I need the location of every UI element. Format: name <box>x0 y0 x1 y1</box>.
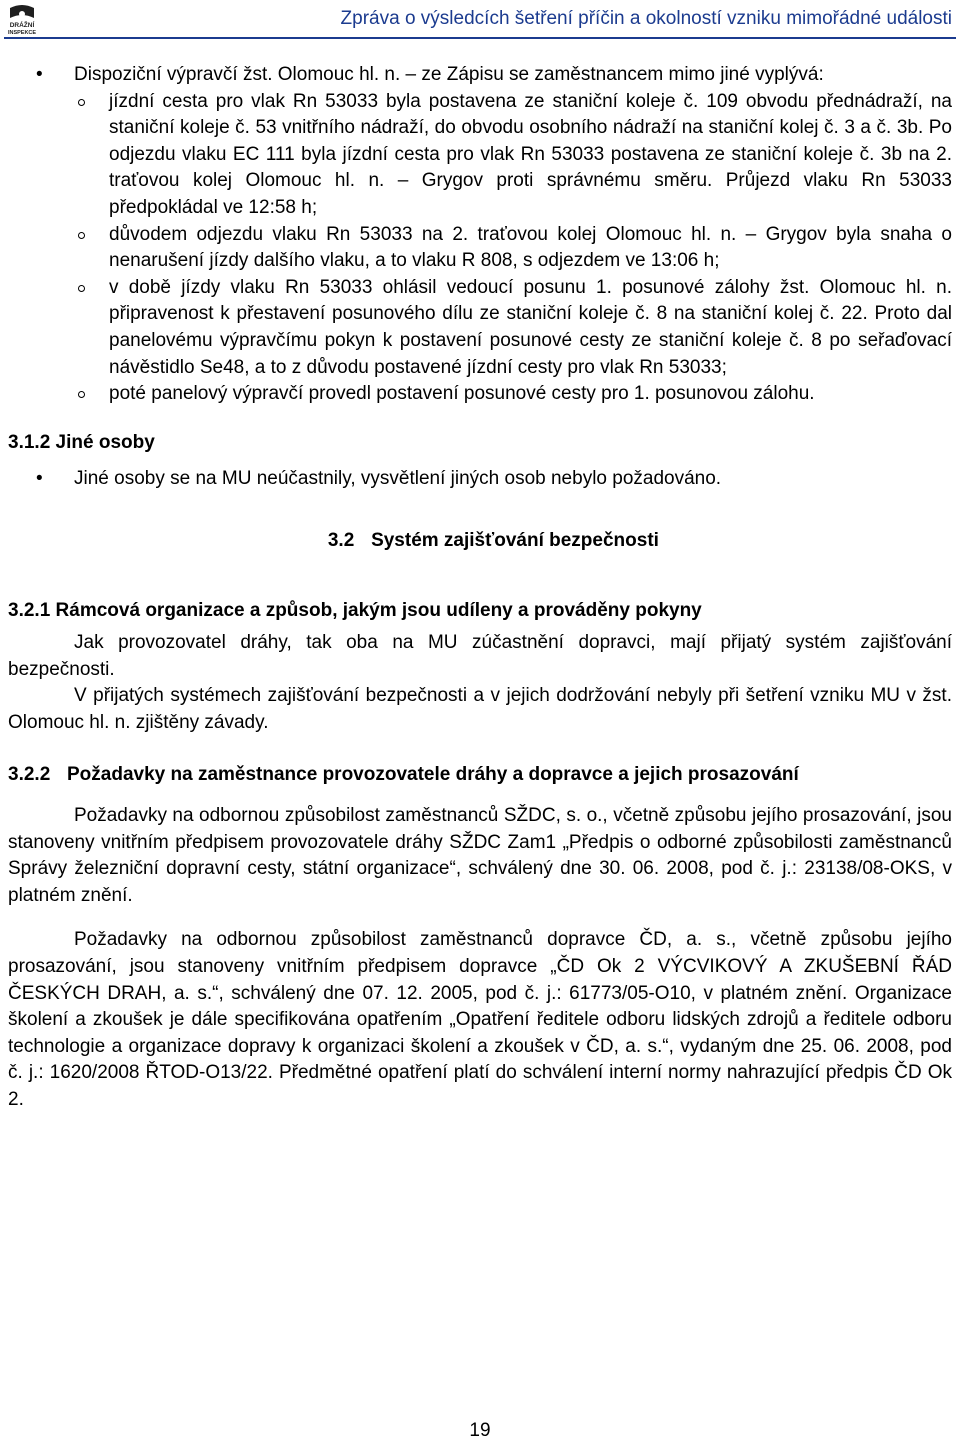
heading-number: 3.2 <box>327 529 355 551</box>
logo-text-1: DRÁŽNÍ <box>9 22 35 29</box>
heading-title: Systém zajišťování bezpečnosti <box>371 529 659 551</box>
sub-bullet-item: poté panelový výpravčí provedl postavení posunové cesty pro 1. posunovou zálohu. <box>8 381 952 408</box>
heading-3-2-2 <box>8 762 952 789</box>
paragraph: Jak provozovatel dráhy, tak oba na MU zúčastnění dopravci, mají přijatý systém zajišťování bezpečnosti. <box>8 632 952 680</box>
paragraph: Požadavky na odbornou způsobilost zaměstnanců SŽDC, s. o., včetně způsobu jejího prosazování, jsou stanoveny vnitřním předpisem provozovatele dráhy SŽDC Zam1 „Předpis o odborné způsobilosti zaměstnanců Správy železniční dopravní cesty, státní organizace“, schválený dne 30. 06. 2008, pod č. j.: 23138/08-OKS, v platném znění. <box>8 805 952 906</box>
intro-bullet-list <box>8 62 952 408</box>
heading-number: 3.2.1 <box>8 599 51 621</box>
heading-number: 3.1.2 <box>8 431 51 453</box>
other-persons-list <box>8 466 952 493</box>
bullet-item-dispatcher <box>8 62 952 408</box>
heading-3-1-2 <box>8 430 952 457</box>
drazni-inspekce-logo <box>4 4 40 36</box>
header-title: Zpráva o výsledcích šetření příčin a okolností vzniku mimořádné události <box>340 8 952 29</box>
heading-3-2 <box>8 528 952 555</box>
paragraph: V přijatých systémech zajišťování bezpečnosti a v jejich dodržování nebyly při šetření vzniku MU v žst. Olomouc hl. n. zjištěny závady. <box>8 685 952 733</box>
sub-bullet-item: jízdní cesta pro vlak Rn 53033 byla postavena ze staniční koleje č. 109 obvodu přednádraží, na staniční koleje č. 53 vnitřního nádraží, do obvodu osobního nádraží na staniční kolej č. 3 a č. 3b. Po odjezdu vlaku EC 111 byla jízdní cesta pro vlak Rn 53033 postavena ze staniční koleje č. 3b na 2. traťovou kolej Olomouc hl. n. – Grygov proti správnému směru. Průjezd vlaku Rn 53033 předpokládal ve 12:58 h; <box>8 89 952 222</box>
heading-title: Rámcová organizace a způsob, jakým jsou udíleny a prováděny pokyny <box>55 599 702 621</box>
page-number: 19 <box>469 1420 491 1441</box>
heading-title: Jiné osoby <box>55 431 155 453</box>
sub-bullet-item: v době jízdy vlaku Rn 53033 ohlásil vedoucí posunu 1. posunové zálohy žst. Olomouc hl. n. připravenost k přestavení posunového dílu ze staniční koleje č. 8 na staniční kolej č. 22. Proto dal panelovému výpravčímu pokyn k postavení posunové cesty ze staniční koleje č. 8 po seřaďovací návěstidlo Se48, a to z důvodu postavené jízdní cesty pro vlak Rn 53033; <box>8 275 952 381</box>
page-header <box>0 0 960 40</box>
paragraph: Požadavky na odbornou způsobilost zaměstnanců dopravce ČD, a. s., včetně způsobu jejího prosazování, jsou stanoveny vnitřním předpisem dopravce „ČD Ok 2 VÝCVIKOVÝ A ZKUŠEBNÍ ŘÁD ČESKÝCH DRAH, a. s.“, schválený dne 07. 12. 2005, pod č. j.: 61773/05-O10, v platném znění. Organizace školení a zkoušek je dále specifikována opatřením „Opatření ředitele odboru lidských zdrojů a ředitele odboru technologie a organizace dopravy k organizaci školení a zkoušek v ČD, a. s.“, vydaným dne 25. 06. 2008, pod č. j.: 1620/2008 ŘTOD-O13/22. Předmětné opatření platí do schválení interní normy nahrazující předpis ČD Ok 2. <box>8 929 952 1110</box>
sub-bullet-list <box>74 89 952 408</box>
bullet-text: Dispoziční výpravčí žst. Olomouc hl. n. – ze Zápisu se zaměstnancem mimo jiné vyplývá: <box>74 64 824 85</box>
document-body <box>8 62 952 1114</box>
header-divider <box>4 37 956 39</box>
heading-3-2-1 <box>8 598 952 625</box>
heading-title: Požadavky na zaměstnance provozovatele dráhy a dopravce a jejich prosazování <box>67 764 799 786</box>
bullet-item-other-persons: • Jiné osoby se na MU neúčastnily, vysvětlení jiných osob nebylo požadováno. <box>8 466 952 493</box>
heading-number: 3.2.2 <box>8 764 51 786</box>
logo-text-2: INSPEKCE <box>7 30 37 36</box>
sub-bullet-item: důvodem odjezdu vlaku Rn 53033 na 2. traťovou kolej Olomouc hl. n. – Grygov byla snaha o nenarušení jízdy dalšího vlaku, a to vlaku R 808, s odjezdem ve 13:06 h; <box>8 222 952 275</box>
